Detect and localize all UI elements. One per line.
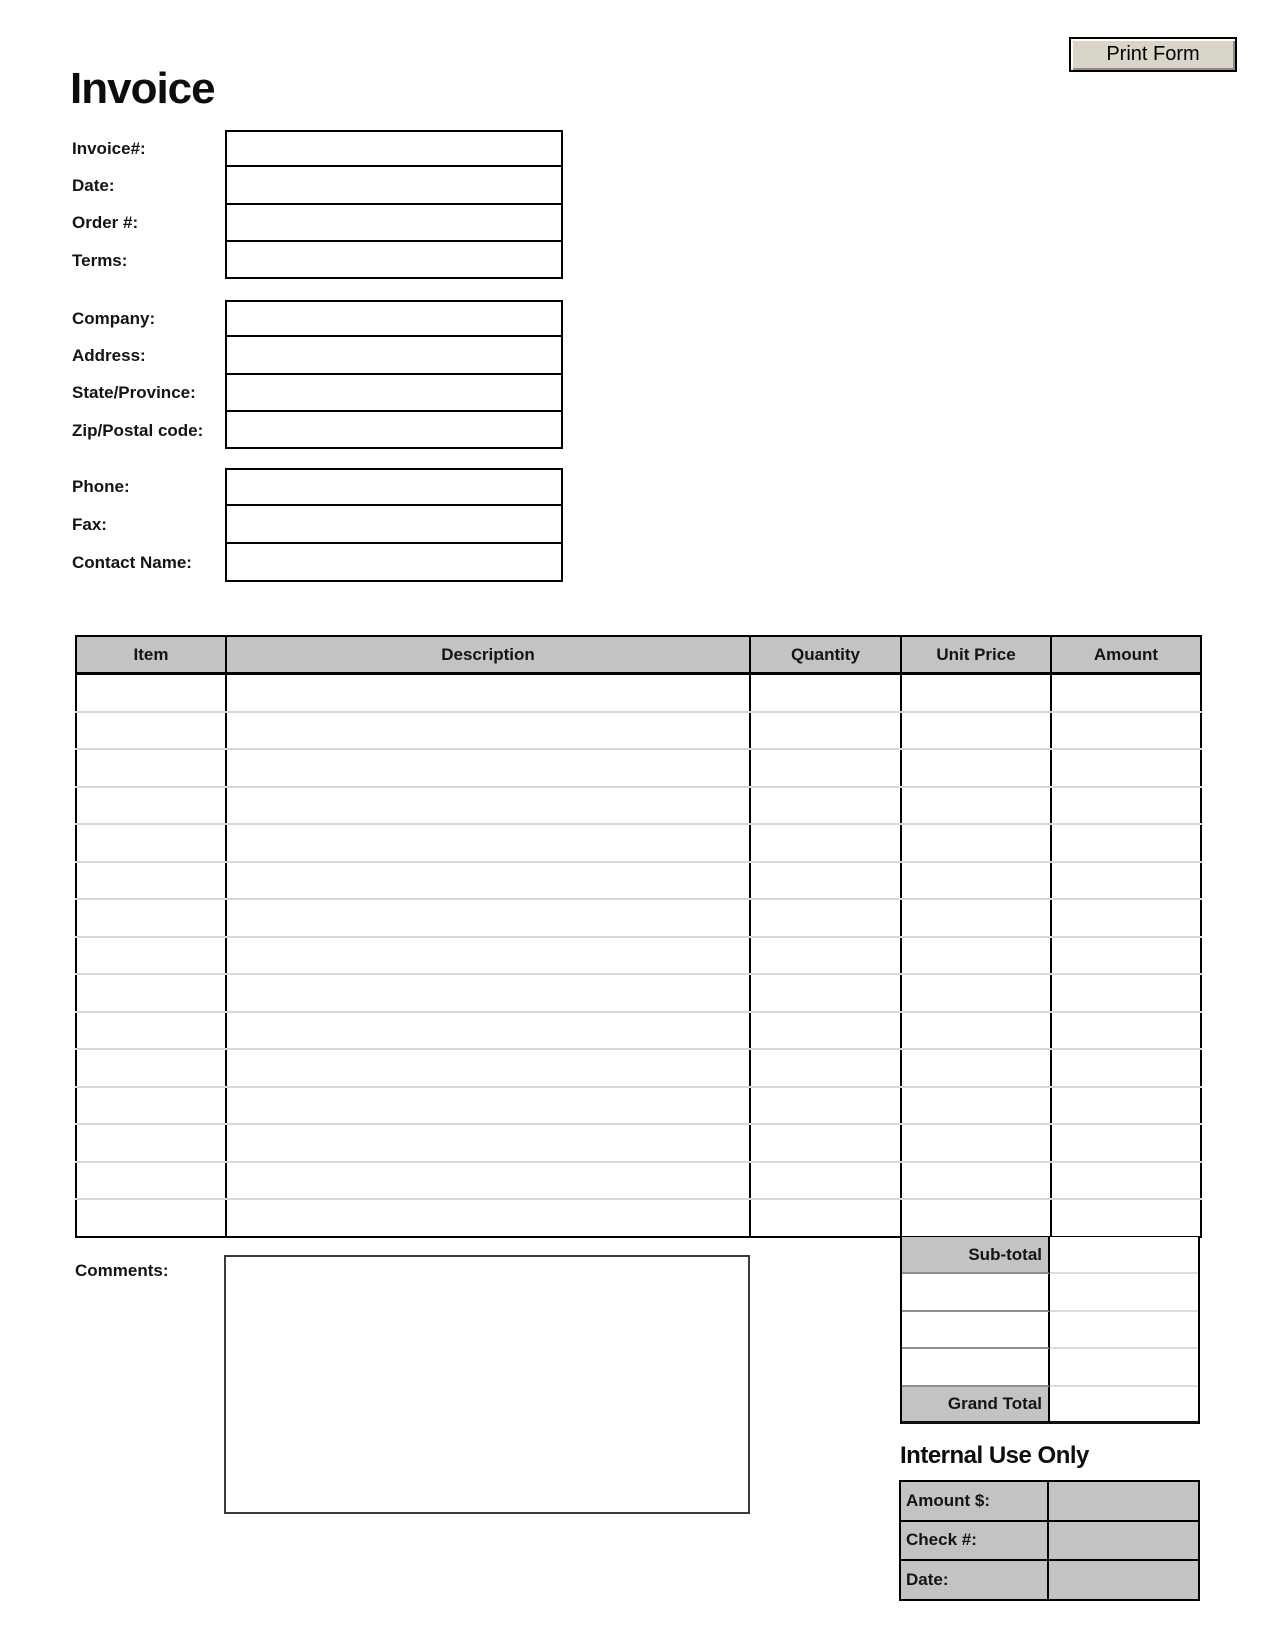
item-cell-unit-price[interactable]	[901, 862, 1051, 900]
item-cell-unit-price[interactable]	[901, 712, 1051, 750]
item-cell-description[interactable]	[226, 1087, 750, 1125]
item-cell-item[interactable]	[76, 1162, 226, 1200]
item-cell-amount[interactable]	[1051, 787, 1201, 825]
item-cell-description[interactable]	[226, 674, 750, 712]
item-cell-item[interactable]	[76, 1087, 226, 1125]
item-cell-unit-price[interactable]	[901, 1199, 1051, 1237]
internal-use-title: Internal Use Only	[900, 1442, 1089, 1469]
phone-label: Phone:	[72, 477, 130, 496]
item-cell-amount[interactable]	[1051, 1199, 1201, 1237]
items-header-row	[76, 636, 1201, 674]
grand-total-row	[902, 1387, 1198, 1424]
item-cell-item[interactable]	[76, 749, 226, 787]
company-input[interactable]	[225, 300, 563, 337]
item-row	[76, 862, 1201, 900]
item-row	[76, 899, 1201, 937]
item-cell-quantity[interactable]	[750, 1124, 901, 1162]
internal-row-date	[901, 1561, 1198, 1599]
item-cell-item[interactable]	[76, 899, 226, 937]
item-cell-quantity[interactable]	[750, 824, 901, 862]
item-row	[76, 712, 1201, 750]
field-row	[72, 242, 563, 279]
totals-blank-row	[902, 1312, 1198, 1349]
internal-use-table	[899, 1480, 1200, 1601]
item-cell-quantity[interactable]	[750, 1012, 901, 1050]
terms-label: Terms:	[72, 250, 128, 270]
item-cell-description[interactable]	[226, 862, 750, 900]
item-cell-amount[interactable]	[1051, 1087, 1201, 1125]
item-cell-unit-price[interactable]	[901, 674, 1051, 712]
item-cell-amount[interactable]	[1051, 937, 1201, 975]
company-label: Company:	[72, 308, 156, 328]
address-input[interactable]	[225, 337, 563, 374]
address-label: Address:	[72, 345, 146, 365]
print-form-button[interactable]: Print Form	[1069, 37, 1237, 72]
field-row	[72, 544, 563, 582]
comments-input[interactable]	[224, 1255, 750, 1514]
invoice-number-input[interactable]	[225, 130, 563, 167]
item-cell-item[interactable]	[76, 712, 226, 750]
fax-input[interactable]	[225, 506, 563, 544]
subtotal-value[interactable]	[1050, 1237, 1198, 1274]
field-group-contact-info	[72, 468, 563, 582]
item-cell-description[interactable]	[226, 1199, 750, 1237]
item-row	[76, 749, 1201, 787]
line-items-section	[75, 635, 1202, 1238]
item-cell-description[interactable]	[226, 899, 750, 937]
totals-blank-value-cell[interactable]	[1050, 1274, 1198, 1311]
phone-input[interactable]	[225, 468, 563, 506]
grand-total-label: Grand Total	[902, 1387, 1050, 1424]
item-cell-amount[interactable]	[1051, 674, 1201, 712]
item-cell-description[interactable]	[226, 712, 750, 750]
item-cell-quantity[interactable]	[750, 787, 901, 825]
field-row	[72, 205, 563, 242]
internal-amount-value[interactable]	[1049, 1482, 1198, 1520]
item-cell-unit-price[interactable]	[901, 937, 1051, 975]
item-row	[76, 1199, 1201, 1237]
field-row	[72, 412, 563, 449]
item-row	[76, 1162, 1201, 1200]
contact-name-input[interactable]	[225, 544, 563, 582]
totals-blank-rows	[902, 1274, 1198, 1386]
internal-check-label: Check #:	[901, 1522, 1049, 1560]
field-row	[72, 337, 563, 374]
item-cell-quantity[interactable]	[750, 974, 901, 1012]
item-cell-description[interactable]	[226, 1049, 750, 1087]
totals-blank-row	[902, 1349, 1198, 1386]
item-cell-item[interactable]	[76, 824, 226, 862]
item-cell-item[interactable]	[76, 674, 226, 712]
item-cell-description[interactable]	[226, 787, 750, 825]
item-row	[76, 1087, 1201, 1125]
item-cell-item[interactable]	[76, 1049, 226, 1087]
item-cell-amount[interactable]	[1051, 1049, 1201, 1087]
item-cell-item[interactable]	[76, 937, 226, 975]
item-row	[76, 1124, 1201, 1162]
item-cell-description[interactable]	[226, 1124, 750, 1162]
field-row	[72, 506, 563, 544]
item-cell-unit-price[interactable]	[901, 899, 1051, 937]
field-group-invoice-meta	[72, 130, 563, 279]
item-cell-quantity[interactable]	[750, 862, 901, 900]
page-title: Invoice	[70, 64, 215, 113]
item-cell-description[interactable]	[226, 824, 750, 862]
item-cell-unit-price[interactable]	[901, 1049, 1051, 1087]
item-cell-amount[interactable]	[1051, 1012, 1201, 1050]
item-cell-quantity[interactable]	[750, 1049, 901, 1087]
column-header-unit-price: Unit Price	[901, 636, 1051, 674]
item-row	[76, 937, 1201, 975]
totals-blank-label-cell[interactable]	[902, 1349, 1050, 1386]
totals-blank-value-cell[interactable]	[1050, 1312, 1198, 1349]
field-row	[72, 130, 563, 167]
field-row	[72, 300, 563, 337]
item-cell-quantity[interactable]	[750, 674, 901, 712]
item-cell-unit-price[interactable]	[901, 787, 1051, 825]
item-cell-item[interactable]	[76, 862, 226, 900]
field-group-company-info	[72, 300, 563, 449]
item-cell-description[interactable]	[226, 1162, 750, 1200]
item-cell-item[interactable]	[76, 1199, 226, 1237]
comments-label: Comments:	[75, 1261, 169, 1280]
item-cell-item[interactable]	[76, 1012, 226, 1050]
item-cell-description[interactable]	[226, 974, 750, 1012]
item-cell-quantity[interactable]	[750, 1199, 901, 1237]
internal-row-amount	[901, 1482, 1198, 1522]
item-cell-description[interactable]	[226, 749, 750, 787]
order-number-label: Order #:	[72, 213, 139, 233]
item-cell-quantity[interactable]	[750, 712, 901, 750]
item-cell-unit-price[interactable]	[901, 1124, 1051, 1162]
item-cell-quantity[interactable]	[750, 1087, 901, 1125]
totals-blank-label-cell[interactable]	[902, 1312, 1050, 1349]
order-number-input[interactable]	[225, 205, 563, 242]
item-cell-unit-price[interactable]	[901, 1012, 1051, 1050]
totals-blank-label-cell[interactable]	[902, 1274, 1050, 1311]
item-row	[76, 674, 1201, 712]
date-input[interactable]	[225, 167, 563, 204]
fax-label: Fax:	[72, 515, 107, 534]
item-cell-unit-price[interactable]	[901, 1162, 1051, 1200]
item-row	[76, 974, 1201, 1012]
item-cell-amount[interactable]	[1051, 974, 1201, 1012]
items-table-body	[76, 674, 1201, 1237]
field-row	[72, 468, 563, 506]
internal-amount-label: Amount $:	[901, 1482, 1049, 1520]
grand-total-value[interactable]	[1050, 1387, 1198, 1424]
item-cell-amount[interactable]	[1051, 862, 1201, 900]
subtotal-row	[902, 1237, 1198, 1274]
date-label: Date:	[72, 175, 115, 195]
item-cell-description[interactable]	[226, 1012, 750, 1050]
totals-blank-value-cell[interactable]	[1050, 1349, 1198, 1386]
item-cell-quantity[interactable]	[750, 1162, 901, 1200]
subtotal-label: Sub-total	[902, 1237, 1050, 1274]
line-items-table	[75, 635, 1202, 1238]
item-cell-quantity[interactable]	[750, 749, 901, 787]
item-cell-item[interactable]	[76, 1124, 226, 1162]
invoice-number-label: Invoice#:	[72, 138, 146, 158]
zip-postal-code-label: Zip/Postal code:	[72, 420, 204, 440]
item-cell-description[interactable]	[226, 937, 750, 975]
item-cell-unit-price[interactable]	[901, 974, 1051, 1012]
column-header-quantity: Quantity	[750, 636, 901, 674]
item-cell-quantity[interactable]	[750, 899, 901, 937]
state-province-input[interactable]	[225, 375, 563, 412]
item-cell-amount[interactable]	[1051, 824, 1201, 862]
contact-name-label: Contact Name:	[72, 553, 192, 572]
item-cell-unit-price[interactable]	[901, 749, 1051, 787]
item-cell-unit-price[interactable]	[901, 824, 1051, 862]
zip-postal-code-input[interactable]	[225, 412, 563, 449]
item-cell-quantity[interactable]	[750, 937, 901, 975]
item-cell-amount[interactable]	[1051, 1162, 1201, 1200]
totals-section	[900, 1237, 1200, 1424]
totals-blank-row	[902, 1274, 1198, 1311]
item-row	[76, 1049, 1201, 1087]
item-cell-unit-price[interactable]	[901, 1087, 1051, 1125]
item-cell-amount[interactable]	[1051, 1124, 1201, 1162]
item-row	[76, 787, 1201, 825]
field-row	[72, 375, 563, 412]
column-header-description: Description	[226, 636, 750, 674]
item-cell-amount[interactable]	[1051, 749, 1201, 787]
internal-date-value[interactable]	[1049, 1561, 1198, 1599]
terms-input[interactable]	[225, 242, 563, 279]
field-row	[72, 167, 563, 204]
column-header-amount: Amount	[1051, 636, 1201, 674]
internal-row-check	[901, 1522, 1198, 1562]
item-cell-amount[interactable]	[1051, 899, 1201, 937]
state-province-label: State/Province:	[72, 383, 196, 403]
item-cell-item[interactable]	[76, 787, 226, 825]
item-row	[76, 1012, 1201, 1050]
item-row	[76, 824, 1201, 862]
item-cell-item[interactable]	[76, 974, 226, 1012]
item-cell-amount[interactable]	[1051, 712, 1201, 750]
internal-check-value[interactable]	[1049, 1522, 1198, 1560]
column-header-item: Item	[76, 636, 226, 674]
internal-date-label: Date:	[901, 1561, 1049, 1599]
